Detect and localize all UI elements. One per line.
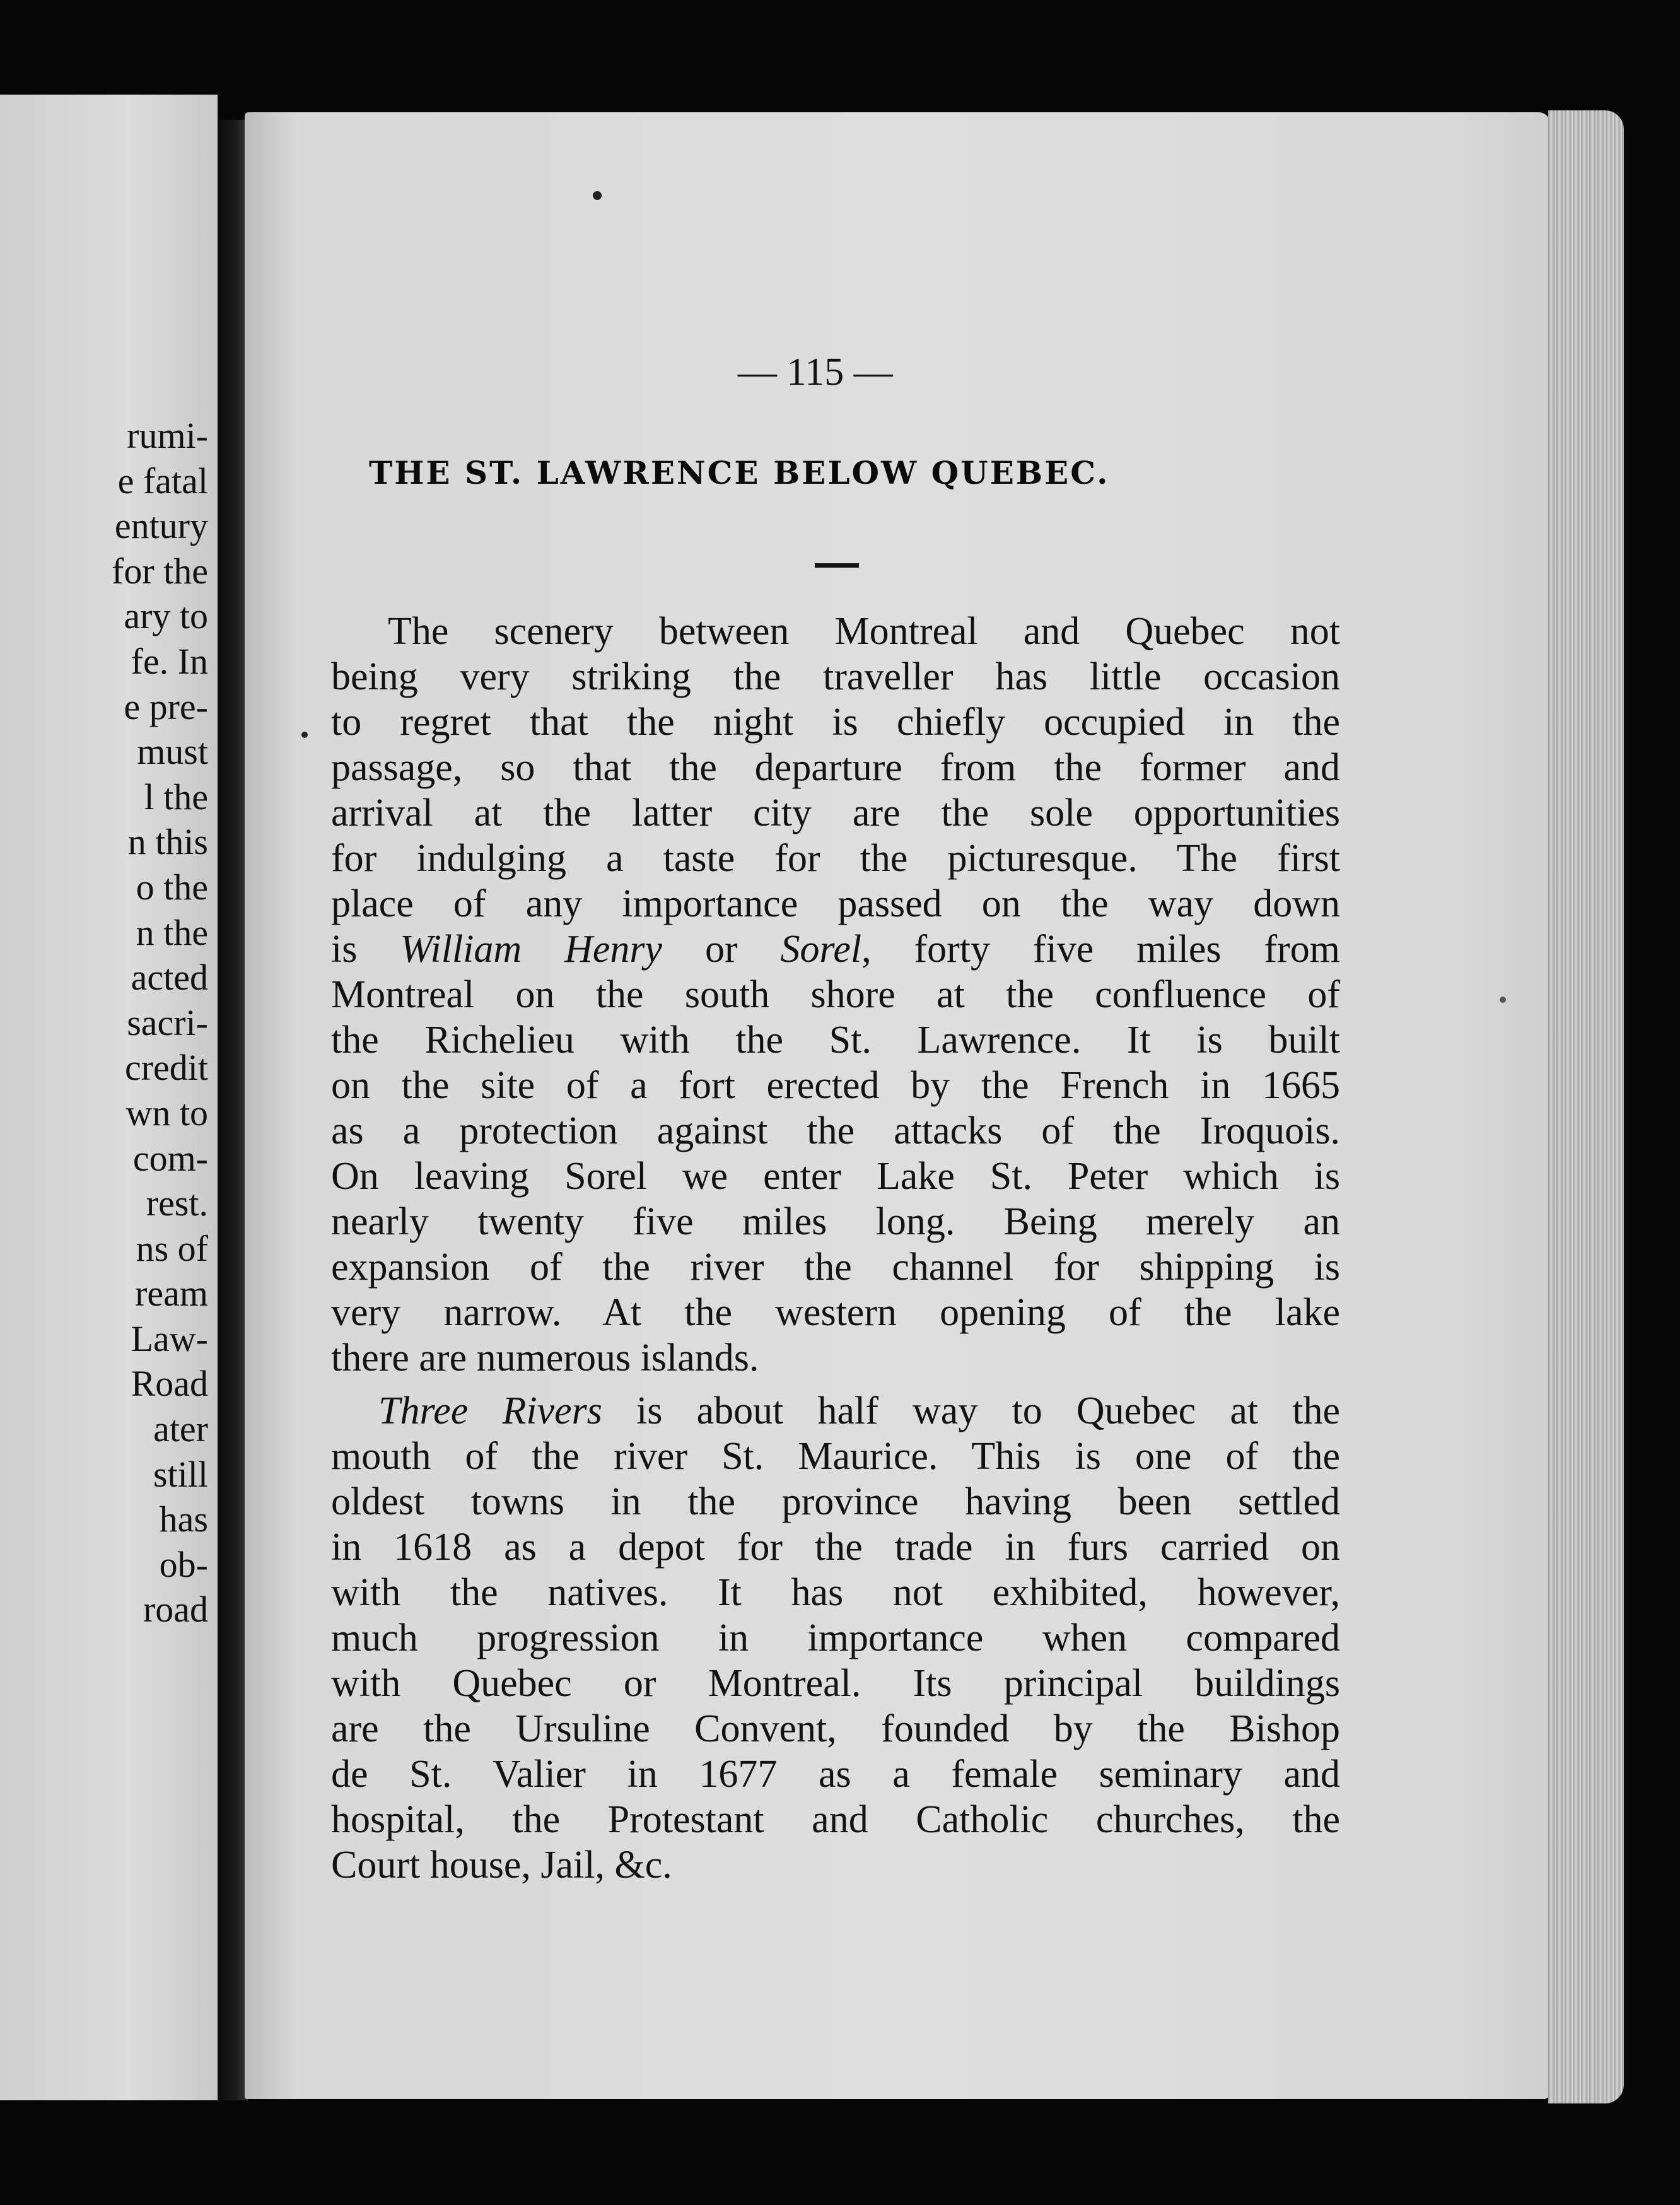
- left-page-line: acted: [131, 957, 208, 998]
- left-page-line: road: [143, 1589, 208, 1630]
- left-page-line: entury: [114, 505, 208, 547]
- page-number: — 115 —: [738, 351, 893, 394]
- left-page-line: com-: [132, 1137, 208, 1179]
- left-page-line: rest.: [146, 1183, 208, 1224]
- left-page-text-fragments: [0, 413, 208, 1632]
- text-line: being very striking the traveller has little occasion: [331, 655, 1340, 698]
- left-page-line: e pre-: [124, 686, 208, 727]
- left-page-line: n this: [127, 821, 208, 863]
- text-segment: or: [662, 928, 781, 971]
- heading-rule: [815, 563, 859, 568]
- left-facing-page: [0, 95, 218, 2100]
- text-segment: , forty five miles from: [861, 928, 1340, 971]
- text-segment: is: [331, 928, 400, 971]
- text-line: arrival at the latter city are the sole opportunities: [331, 792, 1340, 834]
- left-page-line: ater: [153, 1408, 208, 1450]
- text-line: The scenery between Montreal and Quebec not: [388, 610, 1340, 653]
- left-page-line: e fatal: [117, 460, 208, 501]
- book-gutter: [218, 120, 248, 2100]
- left-page-line: o the: [136, 866, 208, 908]
- text-line: very narrow. At the western opening of the lake: [331, 1291, 1340, 1334]
- italic-name: Three Rivers: [378, 1389, 602, 1432]
- text-line: Court house, Jail, &c.: [331, 1844, 672, 1886]
- left-page-line: ream: [135, 1273, 208, 1314]
- left-page-line: must: [137, 731, 208, 773]
- text-line: in 1618 as a depot for the trade in furs carried on: [331, 1526, 1340, 1569]
- left-page-line: ary to: [124, 595, 208, 637]
- text-segment: is about half way to Quebec at the: [602, 1389, 1340, 1432]
- text-line: on the site of a fort erected by the French in 1665: [331, 1064, 1340, 1107]
- text-line: [331, 1388, 1340, 1434]
- left-page-line: still: [153, 1453, 208, 1495]
- left-page-line: Law-: [131, 1318, 208, 1359]
- text-line: the Richelieu with the St. Lawrence. It is built: [331, 1019, 1340, 1062]
- italic-name: William Henry: [400, 928, 663, 971]
- paragraph: [331, 609, 1340, 1381]
- left-page-line: sacri-: [127, 1002, 208, 1043]
- text-line: place of any importance passed on the way down: [331, 882, 1340, 925]
- ink-speck: [301, 732, 308, 738]
- page-edges: [1548, 110, 1624, 2103]
- text-line: there are numerous islands.: [331, 1336, 759, 1379]
- text-line: passage, so that the departure from the former and: [331, 746, 1340, 789]
- left-page-line: Road: [131, 1363, 208, 1405]
- text-line: nearly twenty five miles long. Being merely an: [331, 1200, 1340, 1243]
- text-line: On leaving Sorel we enter Lake St. Peter which is: [331, 1155, 1340, 1198]
- body-text: [331, 609, 1340, 1888]
- text-line: with Quebec or Montreal. Its principal buildings: [331, 1662, 1340, 1705]
- text-line: are the Ursuline Convent, founded by the Bishop: [331, 1707, 1340, 1750]
- paragraph: [331, 1388, 1340, 1888]
- text-line: with the natives. It has not exhibited, however,: [331, 1571, 1340, 1614]
- text-line: de St. Valier in 1677 as a female seminary and: [331, 1753, 1340, 1796]
- left-page-line: ns of: [136, 1227, 208, 1269]
- text-line: for indulging a taste for the picturesque. The first: [331, 837, 1340, 880]
- chapter-heading: THE ST. LAWRENCE BELOW QUEBEC.: [369, 454, 1110, 491]
- paragraph-gap: [331, 1381, 1340, 1388]
- left-page-line: wn to: [125, 1092, 208, 1133]
- text-line: [331, 927, 1340, 972]
- text-line: hospital, the Protestant and Catholic churches, the: [331, 1798, 1340, 1841]
- text-line: as a protection against the attacks of the Iroquois.: [331, 1109, 1340, 1152]
- left-page-line: fe. In: [131, 640, 208, 682]
- left-page-line: for the: [112, 550, 208, 592]
- italic-name: Sorel: [780, 928, 862, 971]
- text-line: mouth of the river St. Maurice. This is one of the: [331, 1435, 1340, 1478]
- left-page-line: ob-: [159, 1543, 208, 1585]
- left-page-line: n the: [136, 911, 208, 953]
- text-line: expansion of the river the channel for shipping is: [331, 1246, 1340, 1289]
- left-page-line: l the: [144, 776, 208, 817]
- left-page-line: rumi-: [127, 415, 208, 456]
- text-line: oldest towns in the province having been settled: [331, 1480, 1340, 1523]
- text-line: Montreal on the south shore at the confluence of: [331, 973, 1340, 1016]
- left-page-line: has: [159, 1499, 208, 1540]
- ink-speck: [593, 191, 602, 200]
- left-page-line: credit: [124, 1047, 208, 1089]
- text-line: to regret that the night is chiefly occupied in the: [331, 701, 1340, 744]
- ink-speck: [1500, 997, 1506, 1003]
- text-line: much progression in importance when compared: [331, 1617, 1340, 1659]
